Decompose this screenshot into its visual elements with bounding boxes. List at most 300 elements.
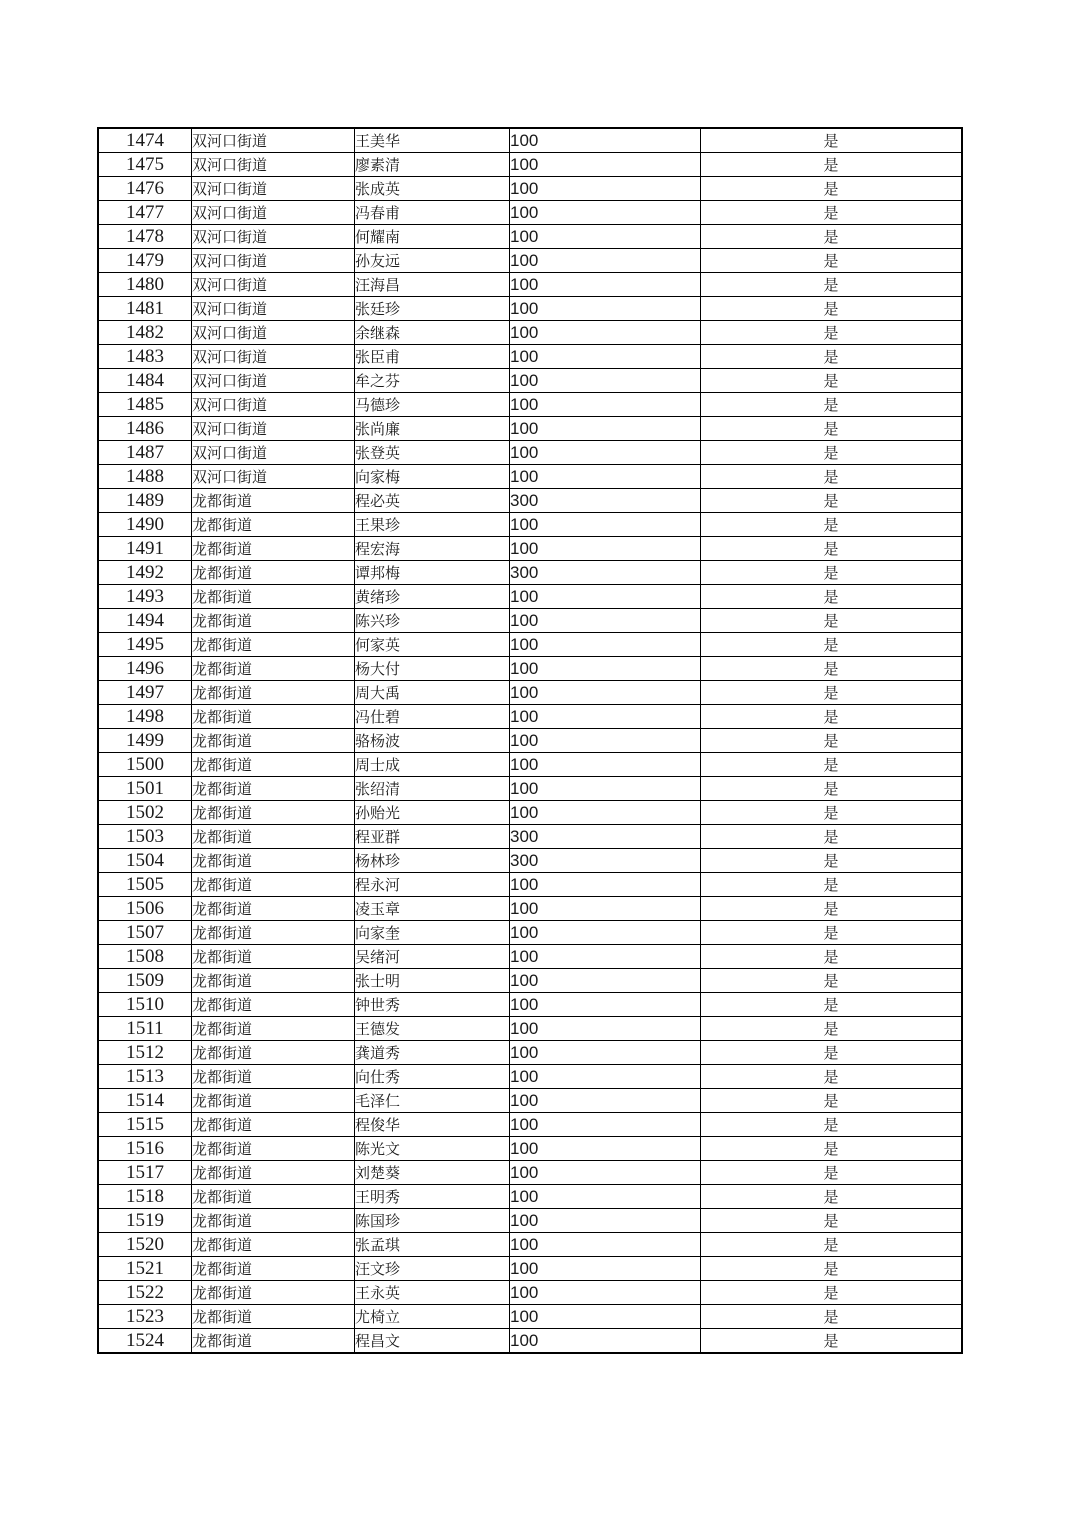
cell-person-name: 牟之芬 bbox=[355, 369, 510, 393]
cell-street-name: 龙都街道 bbox=[192, 705, 355, 729]
cell-street-name: 双河口街道 bbox=[192, 321, 355, 345]
cell-person-name: 周士成 bbox=[355, 753, 510, 777]
cell-amount: 100 bbox=[510, 945, 701, 969]
cell-confirmed-flag: 是 bbox=[701, 993, 963, 1017]
table-row bbox=[99, 1089, 963, 1113]
cell-amount: 100 bbox=[510, 225, 701, 249]
cell-person-name: 汪文珍 bbox=[355, 1257, 510, 1281]
cell-amount: 100 bbox=[510, 393, 701, 417]
cell-serial-number: 1512 bbox=[99, 1041, 192, 1065]
cell-street-name: 双河口街道 bbox=[192, 249, 355, 273]
cell-street-name: 龙都街道 bbox=[192, 969, 355, 993]
cell-confirmed-flag: 是 bbox=[701, 1281, 963, 1305]
cell-amount: 100 bbox=[510, 993, 701, 1017]
table-row bbox=[99, 369, 963, 393]
table-row bbox=[99, 849, 963, 873]
cell-street-name: 龙都街道 bbox=[192, 1209, 355, 1233]
cell-amount: 100 bbox=[510, 321, 701, 345]
table-row bbox=[99, 321, 963, 345]
cell-street-name: 龙都街道 bbox=[192, 849, 355, 873]
table-row bbox=[99, 177, 963, 201]
table-row bbox=[99, 777, 963, 801]
cell-amount: 100 bbox=[510, 969, 701, 993]
cell-street-name: 双河口街道 bbox=[192, 273, 355, 297]
cell-serial-number: 1492 bbox=[99, 561, 192, 585]
cell-serial-number: 1480 bbox=[99, 273, 192, 297]
cell-amount: 100 bbox=[510, 1281, 701, 1305]
cell-confirmed-flag: 是 bbox=[701, 873, 963, 897]
cell-serial-number: 1486 bbox=[99, 417, 192, 441]
cell-confirmed-flag: 是 bbox=[701, 609, 963, 633]
cell-street-name: 龙都街道 bbox=[192, 753, 355, 777]
cell-street-name: 龙都街道 bbox=[192, 873, 355, 897]
cell-confirmed-flag: 是 bbox=[701, 585, 963, 609]
cell-street-name: 双河口街道 bbox=[192, 465, 355, 489]
cell-serial-number: 1488 bbox=[99, 465, 192, 489]
cell-confirmed-flag: 是 bbox=[701, 1209, 963, 1233]
cell-street-name: 龙都街道 bbox=[192, 1185, 355, 1209]
table-row bbox=[99, 537, 963, 561]
cell-amount: 100 bbox=[510, 1041, 701, 1065]
cell-street-name: 龙都街道 bbox=[192, 1017, 355, 1041]
cell-person-name: 陈兴珍 bbox=[355, 609, 510, 633]
cell-person-name: 余继森 bbox=[355, 321, 510, 345]
cell-serial-number: 1508 bbox=[99, 945, 192, 969]
cell-confirmed-flag: 是 bbox=[701, 969, 963, 993]
cell-serial-number: 1496 bbox=[99, 657, 192, 681]
cell-serial-number: 1510 bbox=[99, 993, 192, 1017]
cell-amount: 100 bbox=[510, 1065, 701, 1089]
cell-person-name: 王德发 bbox=[355, 1017, 510, 1041]
cell-confirmed-flag: 是 bbox=[701, 369, 963, 393]
table-row bbox=[99, 1065, 963, 1089]
table-body bbox=[99, 129, 963, 1354]
cell-serial-number: 1475 bbox=[99, 153, 192, 177]
cell-street-name: 龙都街道 bbox=[192, 1257, 355, 1281]
cell-confirmed-flag: 是 bbox=[701, 297, 963, 321]
cell-amount: 100 bbox=[510, 201, 701, 225]
cell-amount: 100 bbox=[510, 1089, 701, 1113]
table-row bbox=[99, 873, 963, 897]
cell-person-name: 王美华 bbox=[355, 129, 510, 153]
cell-street-name: 龙都街道 bbox=[192, 1305, 355, 1329]
cell-serial-number: 1485 bbox=[99, 393, 192, 417]
table-row bbox=[99, 1137, 963, 1161]
cell-street-name: 龙都街道 bbox=[192, 1089, 355, 1113]
cell-confirmed-flag: 是 bbox=[701, 681, 963, 705]
table-row bbox=[99, 1041, 963, 1065]
cell-amount: 100 bbox=[510, 153, 701, 177]
cell-person-name: 程宏海 bbox=[355, 537, 510, 561]
cell-street-name: 龙都街道 bbox=[192, 609, 355, 633]
table-row bbox=[99, 1257, 963, 1281]
cell-confirmed-flag: 是 bbox=[701, 129, 963, 153]
cell-person-name: 孙贻光 bbox=[355, 801, 510, 825]
cell-person-name: 陈光文 bbox=[355, 1137, 510, 1161]
cell-street-name: 龙都街道 bbox=[192, 921, 355, 945]
cell-serial-number: 1515 bbox=[99, 1113, 192, 1137]
table-row bbox=[99, 1281, 963, 1305]
cell-serial-number: 1504 bbox=[99, 849, 192, 873]
cell-amount: 100 bbox=[510, 1161, 701, 1185]
cell-confirmed-flag: 是 bbox=[701, 705, 963, 729]
cell-confirmed-flag: 是 bbox=[701, 249, 963, 273]
cell-street-name: 双河口街道 bbox=[192, 225, 355, 249]
cell-amount: 100 bbox=[510, 537, 701, 561]
cell-amount: 100 bbox=[510, 345, 701, 369]
cell-street-name: 龙都街道 bbox=[192, 537, 355, 561]
table-row bbox=[99, 129, 963, 153]
cell-street-name: 龙都街道 bbox=[192, 777, 355, 801]
cell-person-name: 马德珍 bbox=[355, 393, 510, 417]
cell-street-name: 龙都街道 bbox=[192, 657, 355, 681]
cell-amount: 100 bbox=[510, 1017, 701, 1041]
cell-person-name: 骆杨波 bbox=[355, 729, 510, 753]
cell-amount: 100 bbox=[510, 897, 701, 921]
table-row bbox=[99, 1305, 963, 1329]
table-row bbox=[99, 633, 963, 657]
table-row bbox=[99, 465, 963, 489]
cell-person-name: 冯仕碧 bbox=[355, 705, 510, 729]
cell-person-name: 黄绪珍 bbox=[355, 585, 510, 609]
cell-serial-number: 1493 bbox=[99, 585, 192, 609]
cell-street-name: 龙都街道 bbox=[192, 1041, 355, 1065]
table-row bbox=[99, 657, 963, 681]
cell-person-name: 孙友远 bbox=[355, 249, 510, 273]
table-row bbox=[99, 753, 963, 777]
table-row bbox=[99, 945, 963, 969]
cell-serial-number: 1520 bbox=[99, 1233, 192, 1257]
cell-street-name: 龙都街道 bbox=[192, 801, 355, 825]
cell-person-name: 王明秀 bbox=[355, 1185, 510, 1209]
cell-amount: 300 bbox=[510, 825, 701, 849]
cell-confirmed-flag: 是 bbox=[701, 441, 963, 465]
table-row bbox=[99, 225, 963, 249]
cell-person-name: 张廷珍 bbox=[355, 297, 510, 321]
cell-confirmed-flag: 是 bbox=[701, 945, 963, 969]
cell-amount: 100 bbox=[510, 777, 701, 801]
cell-person-name: 凌玉章 bbox=[355, 897, 510, 921]
cell-street-name: 龙都街道 bbox=[192, 681, 355, 705]
cell-person-name: 王永英 bbox=[355, 1281, 510, 1305]
cell-confirmed-flag: 是 bbox=[701, 225, 963, 249]
cell-street-name: 龙都街道 bbox=[192, 1113, 355, 1137]
cell-confirmed-flag: 是 bbox=[701, 1137, 963, 1161]
cell-person-name: 张登英 bbox=[355, 441, 510, 465]
cell-person-name: 刘楚葵 bbox=[355, 1161, 510, 1185]
cell-person-name: 廖素清 bbox=[355, 153, 510, 177]
cell-confirmed-flag: 是 bbox=[701, 753, 963, 777]
cell-serial-number: 1497 bbox=[99, 681, 192, 705]
table-row bbox=[99, 1329, 963, 1354]
cell-serial-number: 1519 bbox=[99, 1209, 192, 1233]
cell-person-name: 龚道秀 bbox=[355, 1041, 510, 1065]
table-row bbox=[99, 1185, 963, 1209]
table-row bbox=[99, 273, 963, 297]
cell-serial-number: 1509 bbox=[99, 969, 192, 993]
cell-person-name: 何家英 bbox=[355, 633, 510, 657]
cell-confirmed-flag: 是 bbox=[701, 201, 963, 225]
cell-person-name: 周大禹 bbox=[355, 681, 510, 705]
cell-confirmed-flag: 是 bbox=[701, 1257, 963, 1281]
cell-confirmed-flag: 是 bbox=[701, 513, 963, 537]
cell-person-name: 张绍清 bbox=[355, 777, 510, 801]
table-row bbox=[99, 441, 963, 465]
cell-person-name: 王果珍 bbox=[355, 513, 510, 537]
cell-amount: 100 bbox=[510, 705, 701, 729]
cell-person-name: 汪海昌 bbox=[355, 273, 510, 297]
table-row bbox=[99, 609, 963, 633]
cell-amount: 100 bbox=[510, 465, 701, 489]
cell-person-name: 向家奎 bbox=[355, 921, 510, 945]
cell-person-name: 张臣甫 bbox=[355, 345, 510, 369]
cell-person-name: 程永河 bbox=[355, 873, 510, 897]
cell-person-name: 程昌文 bbox=[355, 1329, 510, 1354]
cell-street-name: 双河口街道 bbox=[192, 153, 355, 177]
cell-street-name: 龙都街道 bbox=[192, 1281, 355, 1305]
cell-confirmed-flag: 是 bbox=[701, 537, 963, 561]
cell-street-name: 双河口街道 bbox=[192, 177, 355, 201]
cell-confirmed-flag: 是 bbox=[701, 1305, 963, 1329]
cell-street-name: 龙都街道 bbox=[192, 1065, 355, 1089]
cell-confirmed-flag: 是 bbox=[701, 465, 963, 489]
cell-amount: 100 bbox=[510, 297, 701, 321]
table-row bbox=[99, 393, 963, 417]
cell-person-name: 向仕秀 bbox=[355, 1065, 510, 1089]
cell-amount: 100 bbox=[510, 681, 701, 705]
cell-street-name: 龙都街道 bbox=[192, 897, 355, 921]
cell-person-name: 张尚廉 bbox=[355, 417, 510, 441]
cell-street-name: 双河口街道 bbox=[192, 441, 355, 465]
cell-person-name: 向家梅 bbox=[355, 465, 510, 489]
table-row bbox=[99, 489, 963, 513]
cell-street-name: 龙都街道 bbox=[192, 585, 355, 609]
cell-confirmed-flag: 是 bbox=[701, 321, 963, 345]
cell-person-name: 谭邦梅 bbox=[355, 561, 510, 585]
cell-amount: 100 bbox=[510, 177, 701, 201]
cell-confirmed-flag: 是 bbox=[701, 561, 963, 585]
cell-person-name: 陈国珍 bbox=[355, 1209, 510, 1233]
cell-confirmed-flag: 是 bbox=[701, 1185, 963, 1209]
cell-confirmed-flag: 是 bbox=[701, 1161, 963, 1185]
cell-street-name: 双河口街道 bbox=[192, 393, 355, 417]
cell-confirmed-flag: 是 bbox=[701, 1233, 963, 1257]
cell-serial-number: 1490 bbox=[99, 513, 192, 537]
cell-street-name: 龙都街道 bbox=[192, 993, 355, 1017]
cell-serial-number: 1502 bbox=[99, 801, 192, 825]
cell-confirmed-flag: 是 bbox=[701, 633, 963, 657]
cell-serial-number: 1514 bbox=[99, 1089, 192, 1113]
cell-serial-number: 1481 bbox=[99, 297, 192, 321]
cell-amount: 100 bbox=[510, 249, 701, 273]
table-row bbox=[99, 1113, 963, 1137]
table-row bbox=[99, 513, 963, 537]
cell-amount: 300 bbox=[510, 561, 701, 585]
cell-serial-number: 1491 bbox=[99, 537, 192, 561]
cell-serial-number: 1477 bbox=[99, 201, 192, 225]
cell-person-name: 钟世秀 bbox=[355, 993, 510, 1017]
cell-serial-number: 1505 bbox=[99, 873, 192, 897]
cell-street-name: 龙都街道 bbox=[192, 489, 355, 513]
cell-street-name: 龙都街道 bbox=[192, 729, 355, 753]
cell-serial-number: 1474 bbox=[99, 129, 192, 153]
cell-confirmed-flag: 是 bbox=[701, 921, 963, 945]
cell-street-name: 双河口街道 bbox=[192, 297, 355, 321]
cell-serial-number: 1513 bbox=[99, 1065, 192, 1089]
cell-person-name: 张孟琪 bbox=[355, 1233, 510, 1257]
cell-confirmed-flag: 是 bbox=[701, 1041, 963, 1065]
cell-person-name: 张成英 bbox=[355, 177, 510, 201]
table-row bbox=[99, 297, 963, 321]
cell-serial-number: 1479 bbox=[99, 249, 192, 273]
cell-serial-number: 1522 bbox=[99, 1281, 192, 1305]
cell-amount: 300 bbox=[510, 849, 701, 873]
cell-amount: 100 bbox=[510, 1329, 701, 1354]
cell-amount: 100 bbox=[510, 585, 701, 609]
cell-amount: 300 bbox=[510, 489, 701, 513]
cell-serial-number: 1503 bbox=[99, 825, 192, 849]
cell-serial-number: 1499 bbox=[99, 729, 192, 753]
cell-serial-number: 1495 bbox=[99, 633, 192, 657]
cell-person-name: 程必英 bbox=[355, 489, 510, 513]
cell-amount: 100 bbox=[510, 657, 701, 681]
cell-person-name: 毛泽仁 bbox=[355, 1089, 510, 1113]
cell-amount: 100 bbox=[510, 1257, 701, 1281]
cell-serial-number: 1521 bbox=[99, 1257, 192, 1281]
cell-confirmed-flag: 是 bbox=[701, 825, 963, 849]
table-row bbox=[99, 417, 963, 441]
cell-serial-number: 1500 bbox=[99, 753, 192, 777]
cell-confirmed-flag: 是 bbox=[701, 1017, 963, 1041]
cell-confirmed-flag: 是 bbox=[701, 1089, 963, 1113]
cell-person-name: 吴绪河 bbox=[355, 945, 510, 969]
cell-street-name: 龙都街道 bbox=[192, 825, 355, 849]
cell-confirmed-flag: 是 bbox=[701, 1065, 963, 1089]
cell-amount: 100 bbox=[510, 1137, 701, 1161]
cell-street-name: 双河口街道 bbox=[192, 201, 355, 225]
cell-amount: 100 bbox=[510, 1209, 701, 1233]
cell-serial-number: 1484 bbox=[99, 369, 192, 393]
table-row bbox=[99, 1233, 963, 1257]
cell-confirmed-flag: 是 bbox=[701, 345, 963, 369]
cell-amount: 100 bbox=[510, 513, 701, 537]
cell-street-name: 双河口街道 bbox=[192, 345, 355, 369]
cell-street-name: 龙都街道 bbox=[192, 1137, 355, 1161]
cell-confirmed-flag: 是 bbox=[701, 777, 963, 801]
cell-amount: 100 bbox=[510, 273, 701, 297]
table-row bbox=[99, 993, 963, 1017]
cell-amount: 100 bbox=[510, 633, 701, 657]
cell-person-name: 杨大付 bbox=[355, 657, 510, 681]
cell-confirmed-flag: 是 bbox=[701, 1329, 963, 1354]
table-row bbox=[99, 1017, 963, 1041]
table-row bbox=[99, 201, 963, 225]
table-row bbox=[99, 801, 963, 825]
cell-serial-number: 1524 bbox=[99, 1329, 192, 1354]
cell-amount: 100 bbox=[510, 921, 701, 945]
cell-confirmed-flag: 是 bbox=[701, 729, 963, 753]
cell-amount: 100 bbox=[510, 801, 701, 825]
cell-street-name: 龙都街道 bbox=[192, 561, 355, 585]
table-row bbox=[99, 153, 963, 177]
cell-serial-number: 1482 bbox=[99, 321, 192, 345]
cell-amount: 100 bbox=[510, 1185, 701, 1209]
table-row bbox=[99, 705, 963, 729]
table-row bbox=[99, 249, 963, 273]
cell-serial-number: 1478 bbox=[99, 225, 192, 249]
table-row bbox=[99, 561, 963, 585]
cell-confirmed-flag: 是 bbox=[701, 657, 963, 681]
cell-serial-number: 1487 bbox=[99, 441, 192, 465]
cell-serial-number: 1517 bbox=[99, 1161, 192, 1185]
cell-amount: 100 bbox=[510, 729, 701, 753]
cell-amount: 100 bbox=[510, 753, 701, 777]
cell-serial-number: 1476 bbox=[99, 177, 192, 201]
cell-street-name: 双河口街道 bbox=[192, 369, 355, 393]
cell-street-name: 双河口街道 bbox=[192, 129, 355, 153]
cell-serial-number: 1511 bbox=[99, 1017, 192, 1041]
table-row bbox=[99, 1161, 963, 1185]
cell-confirmed-flag: 是 bbox=[701, 801, 963, 825]
cell-confirmed-flag: 是 bbox=[701, 273, 963, 297]
cell-amount: 100 bbox=[510, 417, 701, 441]
table-row bbox=[99, 345, 963, 369]
cell-street-name: 龙都街道 bbox=[192, 1329, 355, 1354]
cell-serial-number: 1494 bbox=[99, 609, 192, 633]
cell-person-name: 程亚群 bbox=[355, 825, 510, 849]
table-row bbox=[99, 969, 963, 993]
cell-street-name: 龙都街道 bbox=[192, 945, 355, 969]
cell-amount: 100 bbox=[510, 129, 701, 153]
table-row bbox=[99, 681, 963, 705]
cell-amount: 100 bbox=[510, 369, 701, 393]
cell-person-name: 冯春甫 bbox=[355, 201, 510, 225]
cell-person-name: 程俊华 bbox=[355, 1113, 510, 1137]
cell-confirmed-flag: 是 bbox=[701, 897, 963, 921]
cell-confirmed-flag: 是 bbox=[701, 849, 963, 873]
cell-amount: 100 bbox=[510, 1305, 701, 1329]
cell-serial-number: 1523 bbox=[99, 1305, 192, 1329]
cell-amount: 100 bbox=[510, 1233, 701, 1257]
cell-street-name: 龙都街道 bbox=[192, 1233, 355, 1257]
cell-confirmed-flag: 是 bbox=[701, 1113, 963, 1137]
cell-serial-number: 1483 bbox=[99, 345, 192, 369]
cell-serial-number: 1506 bbox=[99, 897, 192, 921]
cell-person-name: 尤椅立 bbox=[355, 1305, 510, 1329]
table-row bbox=[99, 1209, 963, 1233]
cell-street-name: 龙都街道 bbox=[192, 1161, 355, 1185]
cell-amount: 100 bbox=[510, 1113, 701, 1137]
cell-serial-number: 1516 bbox=[99, 1137, 192, 1161]
cell-street-name: 龙都街道 bbox=[192, 633, 355, 657]
cell-serial-number: 1498 bbox=[99, 705, 192, 729]
cell-amount: 100 bbox=[510, 873, 701, 897]
cell-confirmed-flag: 是 bbox=[701, 153, 963, 177]
cell-amount: 100 bbox=[510, 609, 701, 633]
cell-confirmed-flag: 是 bbox=[701, 417, 963, 441]
cell-amount: 100 bbox=[510, 441, 701, 465]
cell-serial-number: 1507 bbox=[99, 921, 192, 945]
table-row bbox=[99, 825, 963, 849]
cell-person-name: 何耀南 bbox=[355, 225, 510, 249]
cell-confirmed-flag: 是 bbox=[701, 393, 963, 417]
cell-person-name: 张士明 bbox=[355, 969, 510, 993]
cell-confirmed-flag: 是 bbox=[701, 489, 963, 513]
cell-street-name: 双河口街道 bbox=[192, 417, 355, 441]
cell-person-name: 杨林珍 bbox=[355, 849, 510, 873]
beneficiary-table bbox=[97, 127, 963, 1354]
cell-serial-number: 1518 bbox=[99, 1185, 192, 1209]
